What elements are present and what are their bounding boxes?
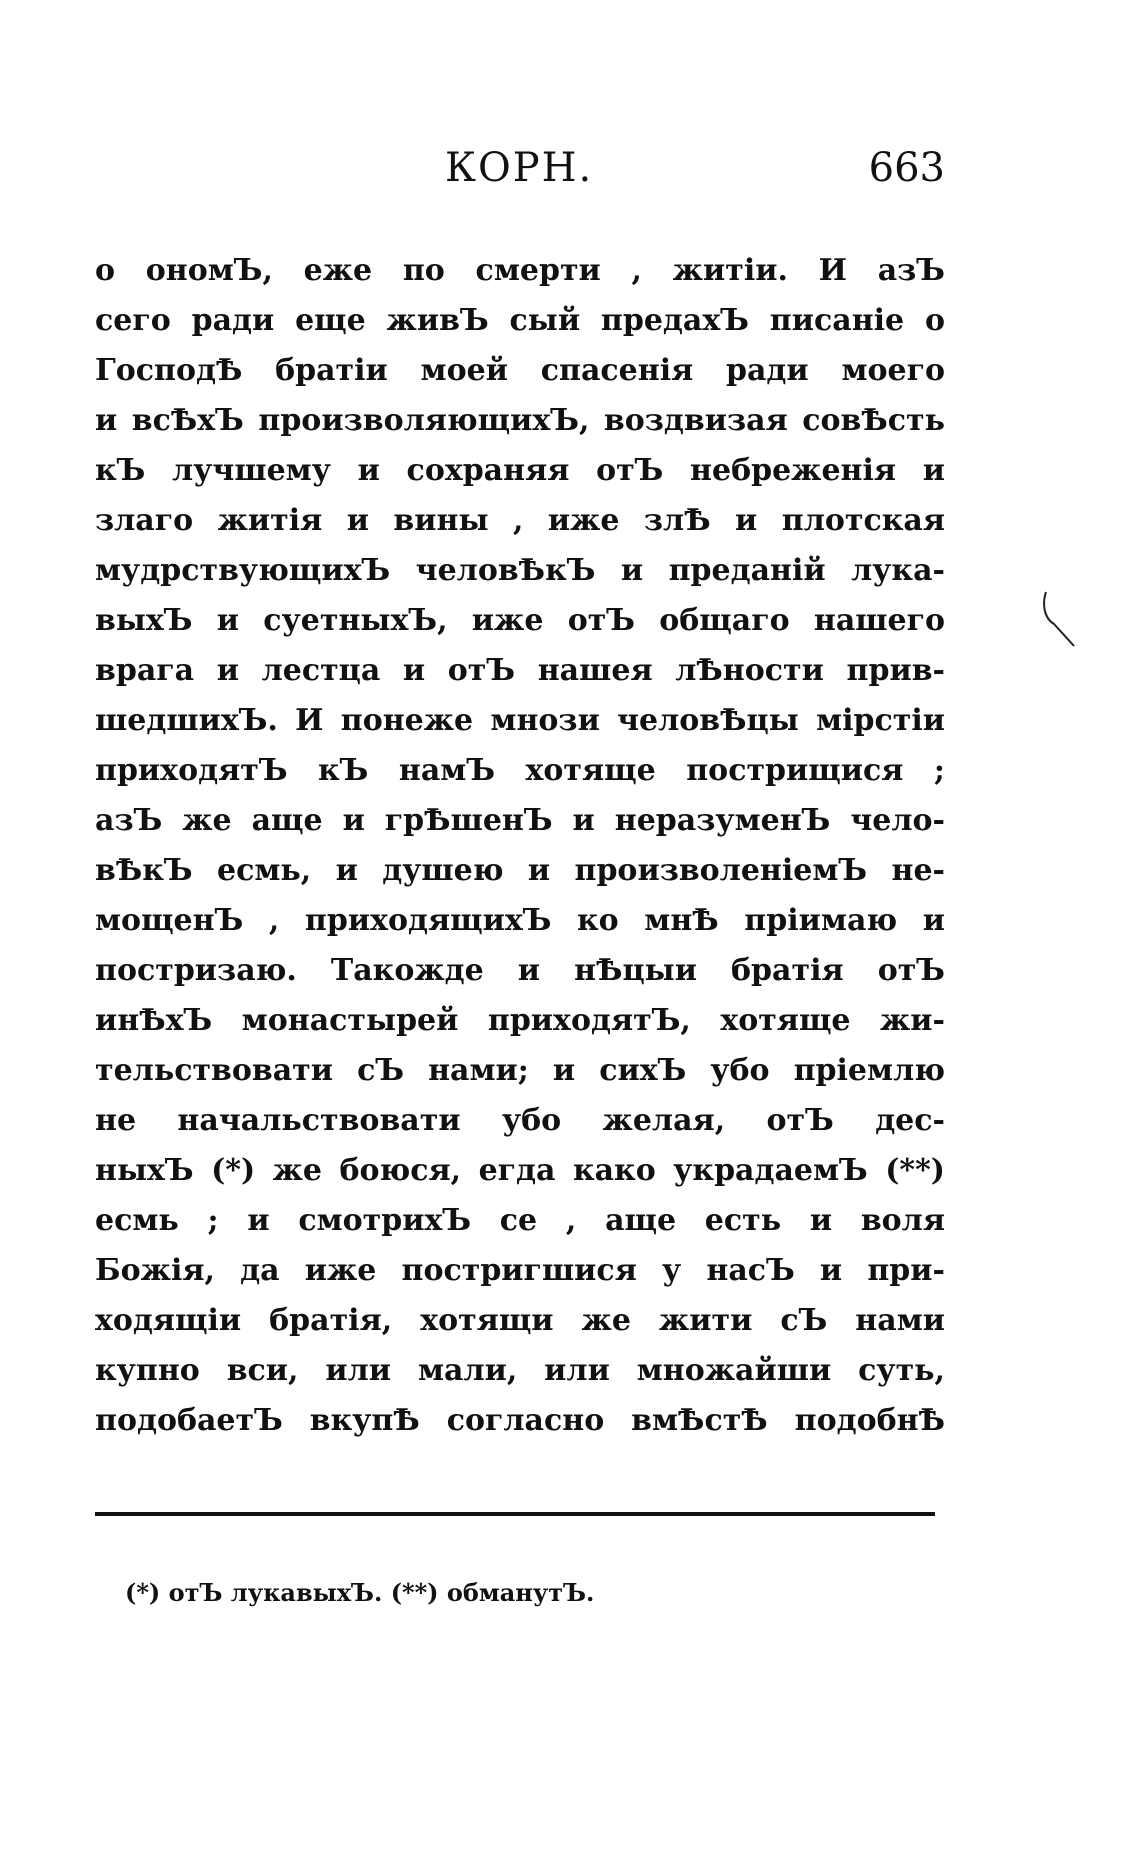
text-line: ныхЪ (*) же боюся, егда како украдаемЪ (**) xyxy=(95,1153,945,1188)
text-line: кЪ лучшему и сохраняя отЪ небреженія и xyxy=(95,453,945,488)
text-line: постризаю. Такожде и нѢцыи братія отЪ xyxy=(95,953,945,988)
margin-mark xyxy=(1040,590,1080,650)
running-head xyxy=(95,145,945,195)
text-line: о ономЪ, еже по смерти , житіи. И азЪ xyxy=(95,253,945,288)
running-title: КОРН. xyxy=(445,145,594,191)
text-line: злаго житія и вины , иже злѢ и плотская xyxy=(95,503,945,538)
text-line: шедшихЪ. И понеже мнози человѢцы мірстіи xyxy=(95,703,945,738)
text-line: выхЪ и суетныхЪ, иже отЪ общаго нашего xyxy=(95,603,945,638)
text-line: тельствовати сЪ нами; и сихЪ убо пріемлю xyxy=(95,1053,945,1088)
text-line: купно вси, или мали, или множайши суть, xyxy=(95,1353,945,1388)
text-line: есмь ; и смотрихЪ се , аще есть и воля xyxy=(95,1203,945,1238)
text-line: мудрствующихЪ человѢкЪ и преданій лука- xyxy=(95,553,945,588)
text-line: ГосподѢ братіи моей спасенія ради моего xyxy=(95,353,945,388)
text-line: Божія, да иже постригшися у насЪ и при- xyxy=(95,1253,945,1288)
text-line: инѢхЪ монастырей приходятЪ, хотяще жи- xyxy=(95,1003,945,1038)
footnote: (*) отЪ лукавыхЪ. (**) обманутЪ. xyxy=(125,1578,595,1607)
text-line: подобаетЪ вкупѢ согласно вмѢстѢ подобнѢ xyxy=(95,1403,945,1438)
text-line: сего ради еще живЪ сый предахЪ писаніе о xyxy=(95,303,945,338)
page-number: 663 xyxy=(868,145,945,191)
text-line: мощенЪ , приходящихЪ ко мнѢ пріимаю и xyxy=(95,903,945,938)
text-line: и всѢхЪ произволяющихЪ, воздвизая совѢсть xyxy=(95,403,945,438)
text-line: ходящіи братія, хотящи же жити сЪ нами xyxy=(95,1303,945,1338)
text-line: не начальствовати убо желая, отЪ дес- xyxy=(95,1103,945,1138)
footnote-divider xyxy=(95,1512,935,1516)
text-line: врага и лестца и отЪ нашея лѢности прив- xyxy=(95,653,945,688)
text-line: вѢкЪ есмь, и душею и произволеніемЪ не- xyxy=(95,853,945,888)
body-text xyxy=(95,246,945,1446)
text-line: приходятЪ кЪ намЪ хотяще пострищися ; xyxy=(95,753,945,788)
text-line: азЪ же аще и грѢшенЪ и неразуменЪ чело- xyxy=(95,803,945,838)
